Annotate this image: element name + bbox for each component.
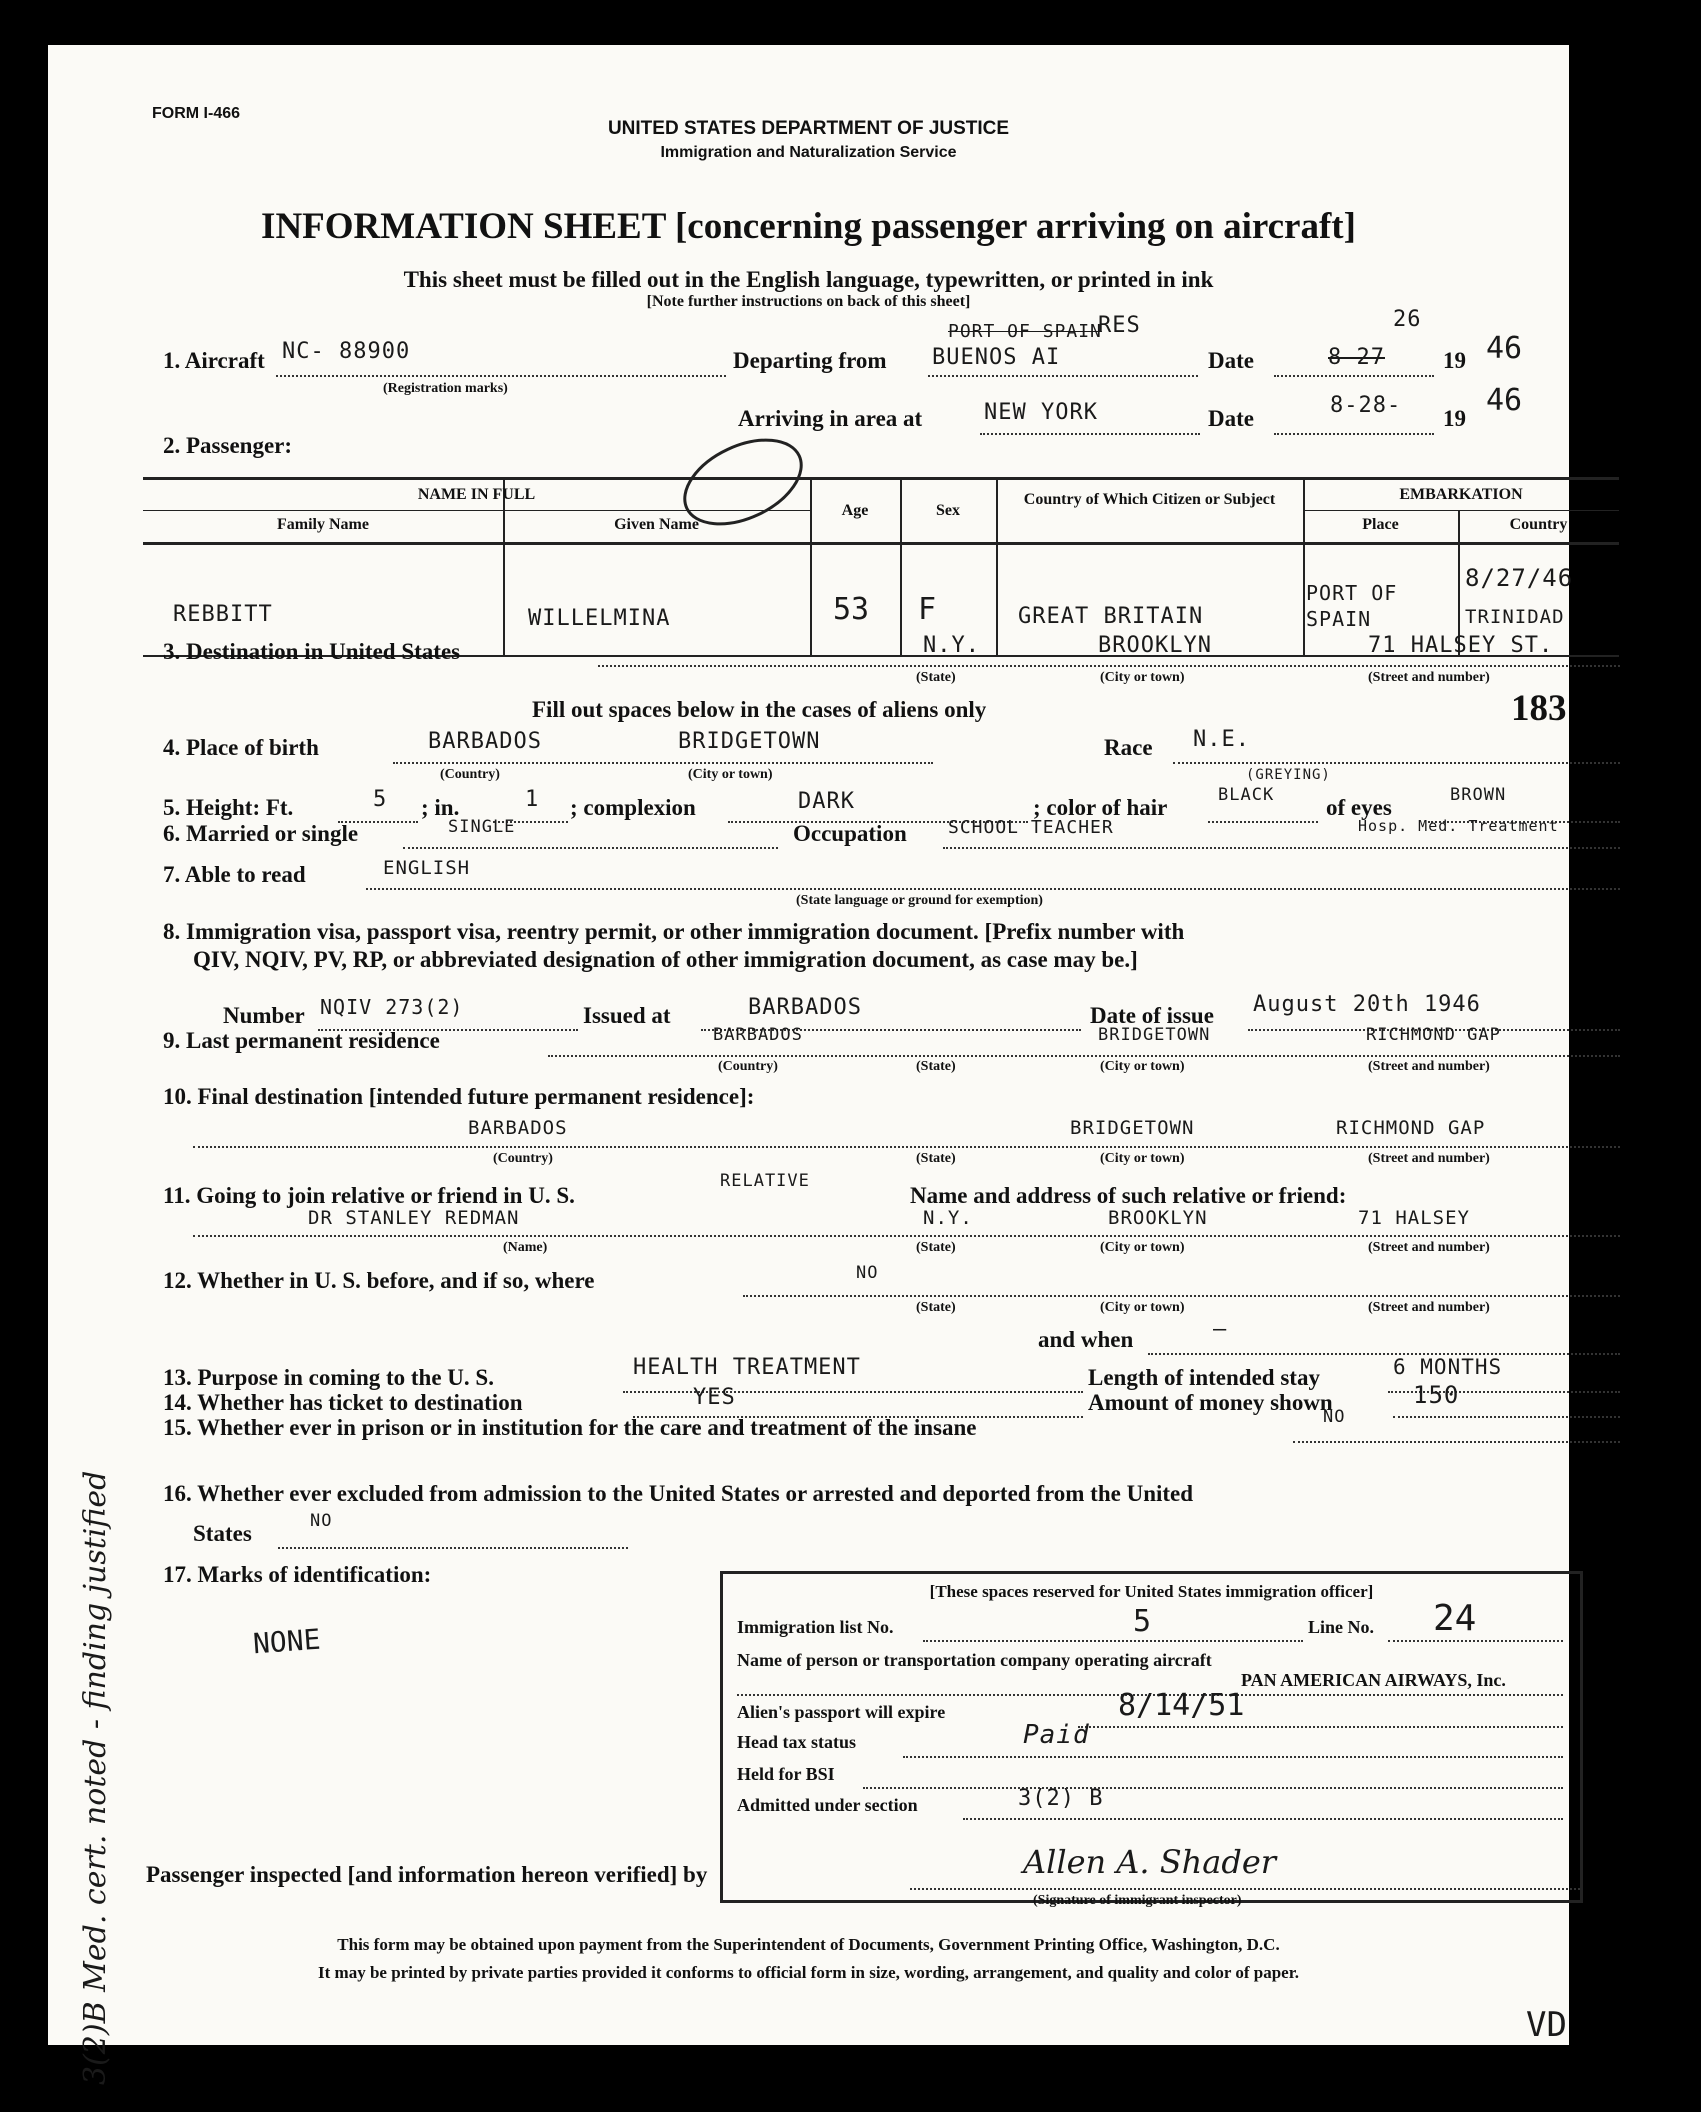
- departing-date-value: 8-27: [1328, 345, 1385, 370]
- arriving-year-prefix: 19: [1443, 406, 1466, 431]
- company-label: Name of person or transportation company operating aircraft: [737, 1650, 1212, 1670]
- final-destination-country: BARBADOS: [468, 1117, 568, 1139]
- departing-year: 46: [1486, 331, 1523, 366]
- excluded-label-line2: States: [193, 1521, 252, 1546]
- when-value: —: [1213, 1317, 1228, 1342]
- join-city-value: BROOKLYN: [1108, 1207, 1208, 1229]
- married-value: SINGLE: [448, 817, 516, 837]
- section-label: Admitted under section: [737, 1795, 918, 1815]
- last-residence-state-sublabel: (State): [916, 1059, 956, 1074]
- official-header: [These spaces reserved for United States immigration officer]: [929, 1582, 1374, 1601]
- hair-value: BLACK: [1218, 785, 1275, 805]
- col-embarkation-place: Place: [1362, 516, 1399, 533]
- arriving-label: Arriving in area at: [738, 406, 923, 431]
- company-value: PAN AMERICAN AIRWAYS, Inc.: [1241, 1670, 1506, 1690]
- join-street-value: 71 HALSEY: [1358, 1207, 1470, 1229]
- aircraft-label: 1. Aircraft: [163, 348, 265, 373]
- birth-city: BRIDGETOWN: [678, 729, 821, 754]
- col-given-name: Given Name: [614, 516, 699, 533]
- join-label: 11. Going to join relative or friend in U. S.: [163, 1183, 575, 1208]
- purpose-value: HEALTH TREATMENT: [633, 1355, 861, 1380]
- before-state-sublabel: (State): [916, 1300, 956, 1315]
- read-value: ENGLISH: [383, 857, 471, 879]
- age-value: 53: [833, 592, 870, 627]
- footer-line-2: It may be printed by private parties provided it conforms to official form in size, wording, arrangement, and quality and color of paper.: [318, 1963, 1299, 1982]
- embarkation-country-value: TRINIDAD: [1465, 606, 1565, 628]
- complexion-label: ; complexion: [570, 795, 696, 820]
- departing-overwrite: RES: [1098, 313, 1141, 338]
- inspector-signature: Allen A. Shader: [1023, 1843, 1277, 1881]
- passenger-table: [143, 477, 1619, 657]
- read-sublabel: (State language or ground for exemption): [796, 893, 1043, 908]
- birth-line: [393, 762, 933, 764]
- sex-value: F: [918, 592, 937, 627]
- marks-value: NONE: [251, 1622, 322, 1661]
- read-label: 7. Able to read: [163, 862, 306, 887]
- last-residence-label: 9. Last permanent residence: [163, 1028, 440, 1053]
- birth-country: BARBADOS: [428, 729, 542, 754]
- visa-issued-label: Issued at: [583, 1003, 671, 1028]
- height-in-label: ; in.: [421, 795, 460, 820]
- passport-label: Alien's passport will expire: [737, 1702, 946, 1722]
- destination-city: BROOKLYN: [1098, 633, 1212, 658]
- visa-number-label: Number: [223, 1003, 305, 1028]
- street-sublabel: (Street and number): [1368, 670, 1490, 685]
- final-destination-label: 10. Final destination [intended future permanent residence]:: [163, 1084, 755, 1109]
- height-ft-label: 5. Height: Ft.: [163, 795, 294, 820]
- ticket-label: 14. Whether has ticket to destination: [163, 1390, 523, 1415]
- departing-date-correction: 26: [1393, 307, 1422, 332]
- money-value: 150: [1413, 1381, 1460, 1409]
- final-destination-city: BRIDGETOWN: [1070, 1117, 1195, 1139]
- last-residence-country: BARBADOS: [713, 1025, 803, 1045]
- city-sublabel: (City or town): [1100, 670, 1185, 685]
- embarkation-place-value: PORT OF SPAIN: [1306, 581, 1398, 631]
- occupation-value: SCHOOL TEACHER: [948, 817, 1114, 838]
- corner-mark: VD: [1526, 2005, 1567, 2045]
- race-label: Race: [1104, 735, 1153, 760]
- footer-line-1: This form may be obtained upon payment from the Superintendent of Documents, Government Printing Office, Washington, D.C.: [337, 1935, 1280, 1954]
- last-residence-city: BRIDGETOWN: [1098, 1025, 1211, 1045]
- complexion-value: DARK: [798, 789, 855, 814]
- last-residence-country-sublabel: (Country): [718, 1059, 778, 1074]
- final-country-sublabel: (Country): [493, 1151, 553, 1166]
- departing-date-line: [1274, 375, 1434, 377]
- col-sex: Sex: [936, 502, 960, 519]
- before-label: 12. Whether in U. S. before, and if so, where: [163, 1268, 595, 1293]
- signature-sublabel: (Signature of immigrant inspector): [1033, 1893, 1242, 1908]
- bsi-label: Held for BSI: [737, 1764, 835, 1784]
- final-city-sublabel: (City or town): [1100, 1151, 1185, 1166]
- department-heading: UNITED STATES DEPARTMENT OF JUSTICE: [607, 118, 1010, 139]
- state-sublabel: (State): [916, 670, 956, 685]
- passport-value: 8/14/51: [1118, 1688, 1245, 1723]
- married-label: 6. Married or single: [163, 821, 359, 846]
- aircraft-line: [276, 375, 726, 377]
- birth-city-sublabel: (City or town): [688, 767, 773, 782]
- birth-country-sublabel: (Country): [440, 767, 500, 782]
- immigration-list-value: 5: [1133, 1604, 1152, 1639]
- birth-label: 4. Place of birth: [163, 735, 319, 760]
- col-citizenship: Country of Which Citizen or Subject: [1023, 491, 1276, 508]
- join-name-value: DR STANLEY REDMAN: [308, 1207, 520, 1229]
- departing-line: [928, 375, 1198, 377]
- head-tax-label: Head tax status: [737, 1732, 857, 1752]
- arriving-value: NEW YORK: [984, 400, 1098, 425]
- visa-label-line2: QIV, NQIV, PV, RP, or abbreviated designation of other immigration document, as case may be.]: [193, 947, 1138, 972]
- page-title: INFORMATION SHEET [concerning passenger arriving on aircraft]: [261, 206, 1356, 247]
- last-residence-city-sublabel: (City or town): [1100, 1059, 1185, 1074]
- departing-value: BUENOS AI: [932, 345, 1061, 370]
- join-relation-value: RELATIVE: [720, 1171, 810, 1191]
- visa-label-line1: 8. Immigration visa, passport visa, reentry permit, or other immigration document. [Prefix number with: [163, 919, 1185, 944]
- arriving-year: 46: [1486, 383, 1523, 418]
- destination-state: N.Y.: [923, 633, 980, 658]
- before-city-sublabel: (City or town): [1100, 1300, 1185, 1315]
- aircraft-value: NC- 88900: [282, 339, 411, 364]
- when-label: and when: [1038, 1327, 1134, 1352]
- line-no-value: 24: [1433, 1598, 1477, 1639]
- occupation-label: Occupation: [793, 821, 907, 846]
- departing-year-prefix: 19: [1443, 348, 1466, 373]
- race-note: (GREYING): [1246, 767, 1331, 783]
- inspected-label: Passenger inspected [and information hereon verified] by: [146, 1862, 708, 1887]
- embarkation-date-value: 8/27/46: [1465, 564, 1574, 592]
- arriving-date-line: [1274, 433, 1434, 435]
- join-name-sublabel: (Name): [503, 1240, 548, 1255]
- given-name-value: WILLELMINA: [528, 606, 671, 631]
- last-residence-street-sublabel: (Street and number): [1368, 1059, 1490, 1074]
- visa-issued-value: BARBADOS: [748, 995, 862, 1020]
- head-tax-value: Paid: [1023, 1720, 1090, 1750]
- service-heading: Immigration and Naturalization Service: [660, 144, 957, 161]
- registration-marks-sublabel: (Registration marks): [383, 381, 508, 396]
- join-city-sublabel: (City or town): [1100, 1240, 1185, 1255]
- form-number: FORM I-466: [152, 105, 241, 122]
- visa-number-value: NQIV 273(2): [320, 995, 464, 1019]
- passenger-label: 2. Passenger:: [163, 433, 293, 458]
- family-name-value: REBBITT: [173, 602, 273, 627]
- destination-label: 3. Destination in United States: [163, 639, 461, 664]
- final-state-sublabel: (State): [916, 1151, 956, 1166]
- money-label: Amount of money shown: [1088, 1390, 1333, 1415]
- arriving-date-label: Date: [1208, 406, 1254, 431]
- last-residence-street: RICHMOND GAP: [1366, 1025, 1501, 1045]
- stay-label: Length of intended stay: [1088, 1365, 1320, 1390]
- arriving-line: [980, 433, 1200, 435]
- visa-date-value: August 20th 1946: [1253, 992, 1481, 1017]
- eyes-value: BROWN: [1450, 785, 1507, 805]
- col-family-name: Family Name: [277, 516, 369, 533]
- col-embarkation-country: Country: [1509, 516, 1568, 533]
- prison-value: NO: [1323, 1407, 1346, 1427]
- col-name-in-full: NAME IN FULL: [417, 486, 536, 503]
- margin-handwritten-note: 3(2)B Med. cert. noted - finding justified: [78, 1470, 113, 2085]
- race-line: [1173, 762, 1620, 764]
- col-age: Age: [841, 502, 869, 519]
- race-value: N.E.: [1193, 727, 1250, 752]
- arriving-date-value: 8-28-: [1330, 393, 1402, 418]
- final-destination-street: RICHMOND GAP: [1336, 1117, 1486, 1139]
- eyes-label: of eyes: [1326, 795, 1392, 820]
- departing-date-label: Date: [1208, 348, 1254, 373]
- join-street-sublabel: (Street and number): [1368, 1240, 1490, 1255]
- excluded-label-line1: 16. Whether ever excluded from admission to the United States or arrested and deported from the United: [163, 1481, 1194, 1506]
- instruction-note: [Note further instructions on back of this sheet]: [646, 293, 971, 310]
- col-embarkation: EMBARKATION: [1399, 486, 1523, 503]
- citizenship-value: GREAT BRITAIN: [1018, 604, 1204, 629]
- final-street-sublabel: (Street and number): [1368, 1151, 1490, 1166]
- aliens-only-heading: Fill out spaces below in the cases of aliens only: [532, 697, 987, 722]
- join-state-value: N.Y.: [923, 1207, 973, 1229]
- excluded-value: NO: [310, 1511, 333, 1531]
- join-name-address-label: Name and address of such relative or friend:: [910, 1183, 1347, 1208]
- destination-line: [598, 665, 1620, 667]
- line-no-label: Line No.: [1308, 1617, 1375, 1637]
- occupation-note: Hosp. Med. Treatment: [1358, 817, 1559, 835]
- departing-struck-value: PORT OF SPAIN: [948, 321, 1102, 342]
- visa-date-label: Date of issue: [1090, 1003, 1214, 1028]
- immigration-list-label: Immigration list No.: [737, 1617, 894, 1637]
- marks-label: 17. Marks of identification:: [163, 1562, 432, 1587]
- stay-value: 6 MONTHS: [1393, 1355, 1503, 1379]
- section-value: 3(2) B: [1018, 1786, 1104, 1811]
- join-state-sublabel: (State): [916, 1240, 956, 1255]
- prison-label: 15. Whether ever in prison or in institution for the care and treatment of the insane: [163, 1415, 977, 1440]
- instruction-line: This sheet must be filled out in the English language, typewritten, or printed in ink: [403, 267, 1214, 292]
- form-sheet: [48, 45, 1574, 2085]
- height-in-value: 1: [525, 787, 540, 812]
- page-number: 183: [1511, 688, 1567, 729]
- height-ft-value: 5: [373, 787, 388, 812]
- hair-label: ; color of hair: [1033, 795, 1168, 820]
- departing-label: Departing from: [733, 348, 887, 373]
- destination-street: 71 HALSEY ST.: [1368, 633, 1554, 658]
- before-street-sublabel: (Street and number): [1368, 1300, 1490, 1315]
- ticket-value: YES: [693, 1385, 736, 1410]
- before-value: NO: [856, 1263, 879, 1283]
- purpose-label: 13. Purpose in coming to the U. S.: [163, 1365, 494, 1390]
